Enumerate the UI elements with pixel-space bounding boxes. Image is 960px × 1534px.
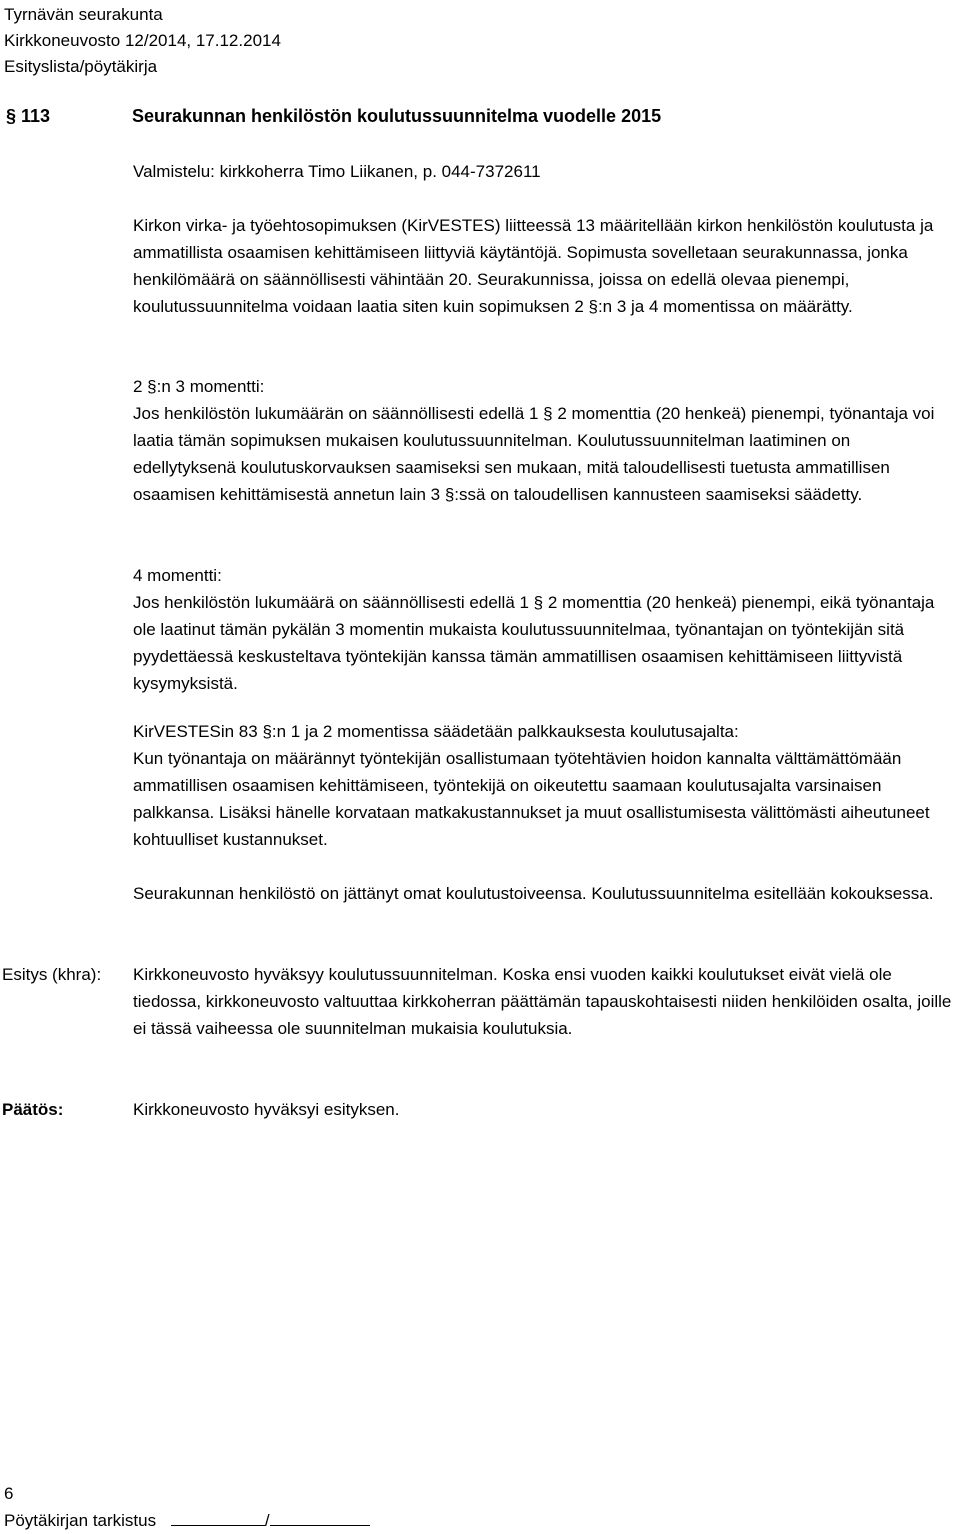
moment4-section <box>133 562 955 697</box>
review-separator: / <box>264 1511 270 1530</box>
proposal-label: Esitys (khra): <box>2 965 102 984</box>
item-title-row <box>6 106 661 127</box>
review-label: Pöytäkirjan tarkistus <box>4 1511 157 1530</box>
kirvestes-heading: KirVESTESin 83 §:n 1 ja 2 momentissa säädetään palkkauksesta koulutusajalta: <box>133 722 739 741</box>
valmistelu-paragraph <box>133 158 955 185</box>
valmistelu-text: Valmistelu: kirkkoherra Timo Liikanen, p. 044-7372611 <box>133 162 541 181</box>
moment3-section <box>133 373 955 508</box>
initials-blank-1 <box>171 1509 265 1526</box>
initials-blank-2 <box>270 1509 370 1526</box>
moment3-heading: 2 §:n 3 momentti: <box>133 377 265 396</box>
kirvestes-text: Kun työnantaja on määrännyt työntekijän osallistumaan työtehtävien hoidon kannalta välttämättömään ammatillisen osaamisen kehittämiseen, työntekijä on oikeutettu saamaan koulutusajalta varsinaisen palkkansa. Lisäksi hänelle korvataan matkakustannukset ja muut osallistumisesta välittömästi aiheutuneet kohtuulliset kustannukset. <box>133 749 930 849</box>
decision-text: Kirkkoneuvosto hyväksyi esityksen. <box>133 1100 400 1119</box>
proposal-section <box>133 961 955 1042</box>
org-name: Tyrnävän seurakunta <box>4 5 163 24</box>
page-footer <box>4 1480 370 1534</box>
item-title: Seurakunnan henkilöstön koulutussuunnitelma vuodelle 2015 <box>132 106 662 126</box>
moment4-text: Jos henkilöstön lukumäärä on säännöllisesti edellä 1 § 2 momenttia (20 henkeä) pienempi, eikä työnantaja ole laatinut tämän pykälän 3 momentin mukaista koulutussuunnitelmaa, työnantajan on työntekijän sitä pyydettäessä keskusteltava työntekijän kanssa tämän ammatillisen osaamisen kehittämiseen liittyvistä kysymyksistä. <box>133 593 935 693</box>
decision-label: Päätös: <box>2 1100 64 1119</box>
document-header <box>4 2 281 80</box>
item-number: § 113 <box>6 106 51 126</box>
toiveet-text: Seurakunnan henkilöstö on jättänyt omat koulutustoiveensa. Koulutussuunnitelma esitellään kokouksessa. <box>133 884 934 903</box>
document-type: Esityslista/pöytäkirja <box>4 57 158 76</box>
review-line <box>4 1507 370 1534</box>
toiveet-paragraph <box>133 880 955 907</box>
moment3-text: Jos henkilöstön lukumäärän on säännöllisesti edellä 1 § 2 momenttia (20 henkeä) pienempi, työnantaja voi laatia tämän sopimuksen mukaisen koulutussuunnitelman. Koulutussuunnitelman laatiminen on edellytyksenä koulutuskorvauksen saamiseksi sen mukaan, mitä taloudellisesti tuetusta ammatillisen osaamisen kehittämisestä annetun lain 3 §:ssä on taloudellisen kannusteen saamiseksi säädetty. <box>133 404 935 504</box>
proposal-text: Kirkkoneuvosto hyväksyy koulutussuunnitelman. Koska ensi vuoden kaikki koulutukset eivät vielä ole tiedossa, kirkkoneuvosto valtuuttaa kirkkoherran päättämän tapauskohtaisesti niiden henkilöiden osalta, joille ei tässä vaiheessa ole suunnitelman mukaisia koulutuksia. <box>133 965 952 1038</box>
intro-paragraph <box>133 212 955 320</box>
meeting-info: Kirkkoneuvosto 12/2014, 17.12.2014 <box>4 31 281 50</box>
kirvestes-section <box>133 718 955 853</box>
moment4-heading: 4 momentti: <box>133 566 222 585</box>
decision-section <box>133 1096 955 1123</box>
intro-text: Kirkon virka- ja työehtosopimuksen (KirVESTES) liitteessä 13 määritellään kirkon henkilöstön koulutusta ja ammatillista osaamisen kehittämiseen liittyviä käytäntöjä. Sopimusta sovelletaan seurakunnassa, jonka henkilömäärä on säännöllisesti vähintään 20. Seurakunnissa, joissa on edellä olevaa pienempi, koulutussuunnitelma voidaan laatia siten kuin sopimuksen 2 §:n 3 ja 4 momentissa on määrätty. <box>133 216 934 316</box>
page-number: 6 <box>4 1484 14 1503</box>
